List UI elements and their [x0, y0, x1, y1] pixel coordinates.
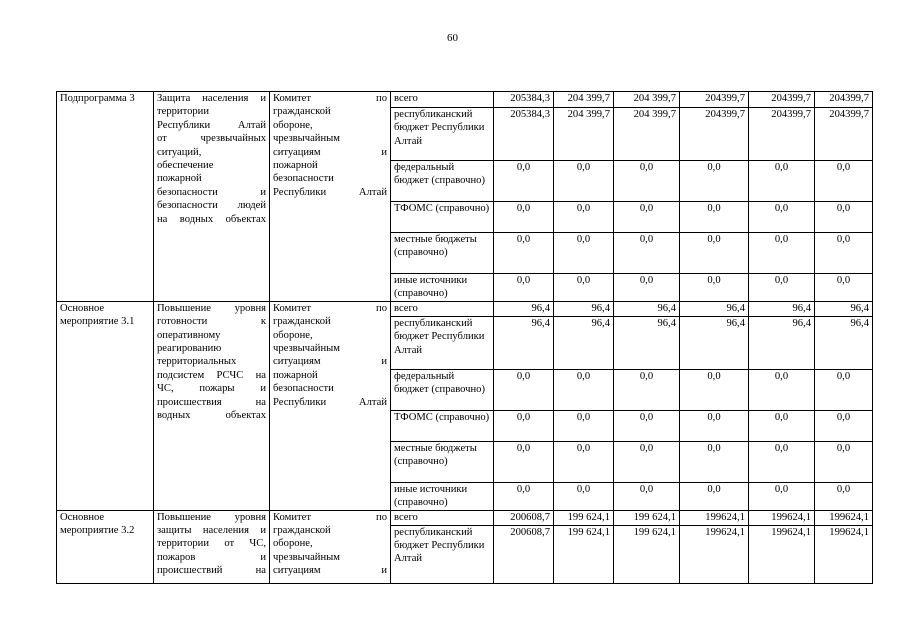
- funding-value: 199624,1: [680, 510, 749, 525]
- program-description-line: оперативному: [157, 329, 221, 341]
- funding-source: ТФОМС (справочно): [391, 202, 494, 233]
- funding-value: 96,4: [554, 301, 614, 316]
- funding-source: республиканский бюджет Республики Алтай: [391, 525, 494, 583]
- funding-value: 0,0: [815, 233, 873, 274]
- program-description-line: готовности к: [157, 316, 266, 328]
- responsible-executor-line: безопасности: [273, 173, 334, 185]
- program-description-line: территориальных: [157, 356, 237, 368]
- responsible-executor-line: пожарной: [273, 160, 318, 172]
- funding-value: 96,4: [815, 316, 873, 369]
- funding-value: 0,0: [749, 441, 815, 482]
- funding-value: 0,0: [494, 441, 554, 482]
- funding-source: всего: [391, 510, 494, 525]
- funding-value: 96,4: [494, 301, 554, 316]
- funding-value: 0,0: [554, 161, 614, 202]
- funding-value: 0,0: [554, 410, 614, 441]
- funding-source: местные бюджеты (справочно): [391, 441, 494, 482]
- funding-value: 199624,1: [749, 510, 815, 525]
- program-name: Подпрограмма 3: [57, 92, 154, 302]
- funding-value: 96,4: [680, 301, 749, 316]
- responsible-executor-line: Республики Алтай: [273, 396, 387, 408]
- table-row: [57, 92, 873, 108]
- funding-source: республиканский бюджет Республики Алтай: [391, 108, 494, 161]
- program-description-line: безопасности людей: [157, 200, 266, 212]
- responsible-executor-line: Комитет по: [273, 302, 387, 314]
- funding-value: 0,0: [680, 233, 749, 274]
- funding-value: 0,0: [614, 482, 680, 510]
- funding-value: 0,0: [815, 161, 873, 202]
- responsible-executor: [270, 510, 391, 583]
- funding-value: 0,0: [680, 482, 749, 510]
- program-description-line: безопасности и: [157, 186, 266, 198]
- funding-value: 0,0: [680, 161, 749, 202]
- funding-value: 204 399,7: [614, 92, 680, 108]
- funding-value: 0,0: [614, 202, 680, 233]
- funding-value: 0,0: [680, 410, 749, 441]
- funding-value: 0,0: [494, 161, 554, 202]
- funding-value: 0,0: [494, 410, 554, 441]
- program-description-line: Повышение уровня: [157, 511, 266, 523]
- funding-value: 199 624,1: [554, 510, 614, 525]
- program-description: [154, 510, 270, 583]
- funding-value: 204399,7: [815, 92, 873, 108]
- funding-value: 0,0: [554, 482, 614, 510]
- funding-value: 0,0: [815, 482, 873, 510]
- funding-value: 0,0: [554, 369, 614, 410]
- responsible-executor: [270, 92, 391, 302]
- funding-value: 96,4: [680, 316, 749, 369]
- funding-value: 0,0: [749, 202, 815, 233]
- funding-source: ТФОМС (справочно): [391, 410, 494, 441]
- program-description-line: ЧС, пожары и: [157, 383, 266, 395]
- funding-value: 199 624,1: [614, 510, 680, 525]
- funding-value: 96,4: [749, 301, 815, 316]
- funding-source: федеральный бюджет (справочно): [391, 369, 494, 410]
- funding-value: 0,0: [749, 274, 815, 302]
- funding-source: иные источники (справочно): [391, 482, 494, 510]
- responsible-executor-line: ситуациям и: [273, 565, 387, 577]
- funding-value: 199624,1: [815, 525, 873, 583]
- funding-value: 204 399,7: [554, 92, 614, 108]
- funding-value: 0,0: [614, 441, 680, 482]
- funding-value: 0,0: [680, 441, 749, 482]
- program-description-line: обеспечение: [157, 160, 214, 172]
- funding-value: 0,0: [749, 233, 815, 274]
- responsible-executor-line: обороне,: [273, 329, 313, 341]
- responsible-executor-line: Республики Алтай: [273, 186, 387, 198]
- funding-source: местные бюджеты (справочно): [391, 233, 494, 274]
- funding-value: 96,4: [815, 301, 873, 316]
- funding-value: 205384,3: [494, 108, 554, 161]
- responsible-executor-line: чрезвычайным: [273, 343, 340, 355]
- responsible-executor-line: пожарной: [273, 369, 318, 381]
- funding-value: 96,4: [614, 316, 680, 369]
- funding-value: 204399,7: [749, 108, 815, 161]
- responsible-executor-line: чрезвычайным: [273, 551, 340, 563]
- program-description-line: на водных объектах: [157, 213, 266, 225]
- funding-value: 204399,7: [680, 108, 749, 161]
- program-description-line: пожарной: [157, 173, 202, 185]
- funding-value: 199 624,1: [614, 525, 680, 583]
- funding-value: 204399,7: [680, 92, 749, 108]
- funding-value: 0,0: [494, 274, 554, 302]
- funding-value: 0,0: [494, 369, 554, 410]
- funding-value: 200608,7: [494, 510, 554, 525]
- funding-value: 0,0: [554, 202, 614, 233]
- funding-value: 199624,1: [680, 525, 749, 583]
- funding-value: 0,0: [614, 274, 680, 302]
- program-name: Основное мероприятие 3.1: [57, 301, 154, 510]
- program-description-line: водных объектах: [157, 410, 266, 422]
- program-description-line: территории от ЧС,: [157, 538, 266, 550]
- funding-value: 0,0: [815, 369, 873, 410]
- funding-value: 0,0: [494, 482, 554, 510]
- funding-value: 0,0: [494, 233, 554, 274]
- funding-value: 0,0: [815, 202, 873, 233]
- program-description-line: происшествий на: [157, 565, 266, 577]
- page-number: 60: [447, 32, 458, 44]
- responsible-executor-line: Комитет по: [273, 93, 387, 104]
- funding-value: 96,4: [749, 316, 815, 369]
- funding-source: всего: [391, 301, 494, 316]
- funding-source: иные источники (справочно): [391, 274, 494, 302]
- funding-value: 0,0: [815, 274, 873, 302]
- program-description-line: подсистем РСЧС на: [157, 369, 266, 381]
- funding-value: 0,0: [494, 202, 554, 233]
- responsible-executor-line: гражданской: [273, 525, 331, 537]
- funding-value: 199624,1: [815, 510, 873, 525]
- funding-value: 0,0: [749, 161, 815, 202]
- funding-value: 0,0: [815, 441, 873, 482]
- funding-value: 0,0: [749, 369, 815, 410]
- funding-value: 0,0: [554, 441, 614, 482]
- responsible-executor-line: чрезвычайным: [273, 133, 340, 145]
- responsible-executor-line: обороне,: [273, 538, 313, 550]
- program-description-line: происшествия на: [157, 396, 266, 408]
- funding-value: 204 399,7: [554, 108, 614, 161]
- funding-source: республиканский бюджет Республики Алтай: [391, 316, 494, 369]
- funding-source: всего: [391, 92, 494, 108]
- funding-value: 0,0: [680, 369, 749, 410]
- responsible-executor-line: безопасности: [273, 383, 334, 395]
- program-description-line: Республики Алтай: [157, 119, 266, 131]
- funding-value: 0,0: [815, 410, 873, 441]
- funding-value: 96,4: [494, 316, 554, 369]
- funding-value: 0,0: [749, 482, 815, 510]
- funding-value: 0,0: [749, 410, 815, 441]
- program-description-line: пожаров и: [157, 551, 266, 563]
- program-description-line: защиты населения и: [157, 525, 266, 537]
- program-description-line: реагированию: [157, 343, 222, 355]
- funding-value: 205384,3: [494, 92, 554, 108]
- program-description-line: Повышение уровня: [157, 302, 266, 314]
- funding-value: 0,0: [554, 274, 614, 302]
- funding-value: 200608,7: [494, 525, 554, 583]
- funding-value: 0,0: [554, 233, 614, 274]
- funding-value: 0,0: [680, 274, 749, 302]
- responsible-executor-line: Комитет по: [273, 511, 387, 523]
- program-description: [154, 92, 270, 302]
- responsible-executor-line: ситуациям и: [273, 356, 387, 368]
- responsible-executor: [270, 301, 391, 510]
- funding-source: федеральный бюджет (справочно): [391, 161, 494, 202]
- program-name: Основное мероприятие 3.2: [57, 510, 154, 583]
- program-description-line: ситуаций,: [157, 146, 202, 158]
- program-description-line: Защита населения и: [157, 93, 266, 104]
- funding-value: 204399,7: [749, 92, 815, 108]
- program-description-line: территории: [157, 106, 210, 118]
- funding-value: 0,0: [680, 202, 749, 233]
- responsible-executor-line: обороне,: [273, 119, 313, 131]
- responsible-executor-line: ситуациям и: [273, 146, 387, 158]
- funding-value: 204 399,7: [614, 108, 680, 161]
- budget-table: [56, 91, 873, 584]
- responsible-executor-line: гражданской: [273, 106, 331, 118]
- table-row: [57, 301, 873, 316]
- table-row: [57, 510, 873, 525]
- funding-value: 96,4: [614, 301, 680, 316]
- program-description: [154, 301, 270, 510]
- funding-value: 199 624,1: [554, 525, 614, 583]
- funding-value: 204399,7: [815, 108, 873, 161]
- funding-value: 0,0: [614, 410, 680, 441]
- funding-value: 0,0: [614, 161, 680, 202]
- funding-value: 0,0: [614, 233, 680, 274]
- funding-value: 0,0: [614, 369, 680, 410]
- responsible-executor-line: гражданской: [273, 316, 331, 328]
- program-description-line: от чрезвычайных: [157, 133, 266, 145]
- funding-value: 199624,1: [749, 525, 815, 583]
- funding-value: 96,4: [554, 316, 614, 369]
